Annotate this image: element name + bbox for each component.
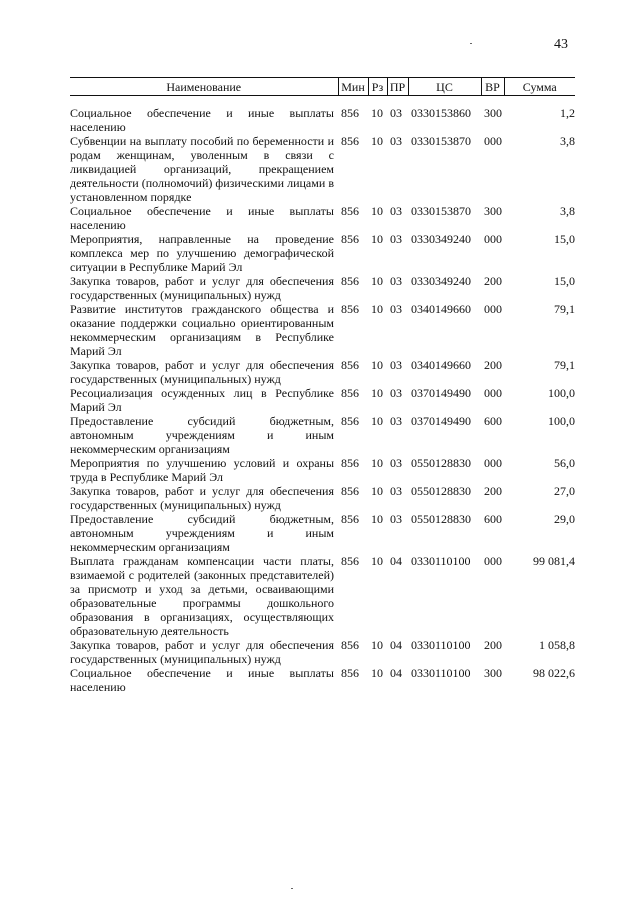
header-pr: ПР [387,78,408,96]
table-row [70,414,575,456]
row-rz: 10 [371,274,383,288]
header-cs: ЦС [408,78,481,96]
row-sum: 29,0 [554,512,575,526]
row-name: Ресоциализация осужденных лиц в Республике Марий Эл [70,386,334,414]
row-cs: 0550128830 [411,484,471,498]
row-min: 856 [341,106,359,120]
row-sum: 100,0 [548,386,575,400]
row-pr: 03 [390,232,402,246]
scan-speck [470,43,472,44]
row-rz: 10 [371,666,383,680]
row-vr: 200 [484,358,502,372]
row-rz: 10 [371,302,383,316]
row-sum: 99 081,4 [533,554,575,568]
row-cs: 0330153860 [411,106,471,120]
row-sum: 1 058,8 [539,638,575,652]
row-pr: 03 [390,358,402,372]
header-vr: ВР [481,78,504,96]
row-min: 856 [341,666,359,680]
row-pr: 04 [390,638,402,652]
row-name: Мероприятия по улучшению условий и охраны труда в Республике Марий Эл [70,456,334,484]
table-row [70,484,575,512]
header-name: Наименование [70,78,338,96]
row-min: 856 [341,456,359,470]
row-rz: 10 [371,204,383,218]
row-name: Закупка товаров, работ и услуг для обеспечения государственных (муниципальных) нужд [70,638,334,666]
row-cs: 0340149660 [411,358,471,372]
row-name: Закупка товаров, работ и услуг для обеспечения государственных (муниципальных) нужд [70,358,334,386]
row-rz: 10 [371,638,383,652]
row-vr: 000 [484,232,502,246]
row-cs: 0330110100 [411,638,471,652]
row-min: 856 [341,414,359,428]
table-row [70,232,575,274]
row-min: 856 [341,638,359,652]
row-min: 856 [341,274,359,288]
row-pr: 03 [390,484,402,498]
row-name: Социальное обеспечение и иные выплаты населению [70,106,334,134]
row-min: 856 [341,386,359,400]
table-body [70,96,575,695]
table-row [70,666,575,694]
row-sum: 15,0 [554,232,575,246]
table-row [70,638,575,666]
row-sum: 100,0 [548,414,575,428]
row-rz: 10 [371,512,383,526]
table-row [70,456,575,484]
row-min: 856 [341,512,359,526]
row-pr: 03 [390,302,402,316]
row-sum: 98 022,6 [533,666,575,680]
row-cs: 0550128830 [411,456,471,470]
row-rz: 10 [371,106,383,120]
table-row [70,554,575,638]
row-min: 856 [341,302,359,316]
row-vr: 000 [484,456,502,470]
table-row [70,96,575,135]
table-header [70,78,575,96]
row-vr: 000 [484,302,502,316]
row-name: Развитие институтов гражданского общества и оказание поддержки социально ориентированным некоммерческим организациям в Республике Марий Эл [70,302,334,358]
row-rz: 10 [371,358,383,372]
row-sum: 79,1 [554,302,575,316]
row-min: 856 [341,232,359,246]
row-rz: 10 [371,386,383,400]
scan-speck [291,888,293,889]
row-name: Закупка товаров, работ и услуг для обеспечения государственных (муниципальных) нужд [70,484,334,512]
header-sum: Сумма [504,78,575,96]
row-pr: 03 [390,274,402,288]
row-pr: 04 [390,666,402,680]
row-vr: 000 [484,554,502,568]
row-vr: 300 [484,106,502,120]
row-min: 856 [341,358,359,372]
row-cs: 0330349240 [411,274,471,288]
row-pr: 04 [390,554,402,568]
row-vr: 600 [484,512,502,526]
row-name: Социальное обеспечение и иные выплаты населению [70,666,334,694]
row-sum: 3,8 [560,134,575,148]
row-vr: 000 [484,386,502,400]
row-pr: 03 [390,386,402,400]
row-cs: 0330349240 [411,232,471,246]
row-name: Социальное обеспечение и иные выплаты населению [70,204,334,232]
table-row [70,274,575,302]
row-vr: 200 [484,484,502,498]
row-cs: 0330110100 [411,666,471,680]
row-cs: 0330153870 [411,204,471,218]
page-number: 43 [554,37,568,52]
table-row [70,302,575,358]
row-sum: 27,0 [554,484,575,498]
row-cs: 0550128830 [411,512,471,526]
table-row [70,204,575,232]
row-min: 856 [341,134,359,148]
row-vr: 300 [484,204,502,218]
row-cs: 0370149490 [411,386,471,400]
row-rz: 10 [371,554,383,568]
row-vr: 000 [484,134,502,148]
table-row [70,512,575,554]
row-pr: 03 [390,456,402,470]
row-vr: 600 [484,414,502,428]
row-min: 856 [341,204,359,218]
row-vr: 200 [484,274,502,288]
row-sum: 15,0 [554,274,575,288]
row-cs: 0370149490 [411,414,471,428]
row-vr: 300 [484,666,502,680]
row-min: 856 [341,484,359,498]
table-row [70,134,575,204]
header-min: Мин [338,78,368,96]
budget-table [70,77,575,694]
row-vr: 200 [484,638,502,652]
row-name: Выплата гражданам компенсации части платы, взимаемой с родителей (законных представителей) за присмотр и уход за детьми, осваивающими образовательные программы дошкольного образования в организациях, осуществляющих образовательную деятельность [70,554,334,638]
row-sum: 56,0 [554,456,575,470]
row-pr: 03 [390,204,402,218]
row-name: Предоставление субсидий бюджетным, автономным учреждениям и иным некоммерческим организациям [70,512,334,554]
row-sum: 3,8 [560,204,575,218]
row-cs: 0340149660 [411,302,471,316]
row-pr: 03 [390,134,402,148]
row-name: Мероприятия, направленные на проведение комплекса мер по улучшению демографической ситуации в Республике Марий Эл [70,232,334,274]
row-name: Закупка товаров, работ и услуг для обеспечения государственных (муниципальных) нужд [70,274,334,302]
row-sum: 1,2 [560,106,575,120]
row-rz: 10 [371,484,383,498]
row-rz: 10 [371,456,383,470]
row-pr: 03 [390,512,402,526]
table-row [70,386,575,414]
header-rz: Рз [368,78,387,96]
row-cs: 0330153870 [411,134,471,148]
row-rz: 10 [371,232,383,246]
row-pr: 03 [390,414,402,428]
table-row [70,358,575,386]
row-name: Субвенции на выплату пособий по беременности и родам женщинам, уволенным в связи с ликвидацией организаций, прекращением деятельности (полномочий) физическими лицами в установленном порядке [70,134,334,204]
row-rz: 10 [371,414,383,428]
row-cs: 0330110100 [411,554,471,568]
row-pr: 03 [390,106,402,120]
row-min: 856 [341,554,359,568]
row-sum: 79,1 [554,358,575,372]
row-rz: 10 [371,134,383,148]
row-name: Предоставление субсидий бюджетным, автономным учреждениям и иным некоммерческим организациям [70,414,334,456]
